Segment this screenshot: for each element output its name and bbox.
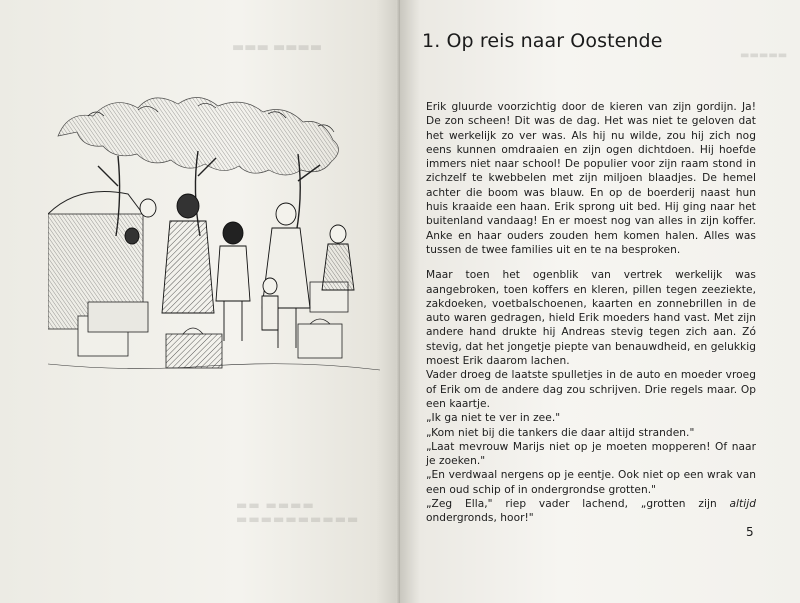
dialogue-line: „Laat mevrouw Marijs niet op je moeten mopperen! Of naar je zoeken." [426, 440, 756, 468]
show-through-text: ▬▬▬ ▬▬▬▬ [232, 40, 323, 55]
paragraph: Vader droeg de laatste spulletjes in de auto en moeder vroeg of Erik om de andere dag zou schrijven. Drie regels maar. Op een kaartje. [426, 369, 756, 410]
emphasized-word: altijd [729, 498, 756, 511]
dialogue-line: „Ik ga niet te ver in zee." [426, 412, 561, 425]
paragraph: Maar toen het ogenblik van vertrek werkelijk was aangebroken, toen koffers en kleren, pillen tegen zeeziekte, zakdoeken, voetbalschoenen, kaarten en zonnebrillen in de auto waren gedragen, hield Erik moeders hand vast. Met zijn andere hand drukte hij Andreas stevig tegen zich aan. Zó stevig, dat het jongetje piepte van benauwdheid, en gelukkig moest Erik daarom lachen. [426, 269, 756, 368]
chapter-title: 1. Op reis naar Oostende [422, 30, 663, 52]
family-departure-illustration [48, 96, 380, 384]
show-through-text: ▬▬ ▬▬▬▬ ▬▬▬▬▬▬▬▬▬▬ [236, 498, 360, 526]
dialogue-line: „En verdwaal nergens op je eentje. Ook niet op een wrak van een oud schip of in ondergrondse grotten." [426, 469, 756, 496]
chapter-body [426, 100, 756, 526]
dialogue-text: „Zeg Ella," riep vader lachend, „grotten zijn [426, 498, 730, 511]
dialogue-line: „Kom niet bij die tankers die daar altijd stranden." [426, 426, 695, 439]
dialogue-line [426, 497, 756, 526]
dialogue-text: ondergronds, hoor!" [426, 512, 534, 525]
show-through-text: ▬▬▬▬▬ [740, 50, 788, 61]
tree-foliage [58, 97, 339, 175]
page-number: 5 [746, 525, 754, 539]
paragraph: Erik gluurde voorzichtig door de kieren van zijn gordijn. Ja! De zon scheen! Dit was de dag. Het was niet te geloven dat het werkelijk zo ver was. Als hij nu wilde, zou hij zich nog eens kunnen omdraaien en zijn ogen dichtdoen. Hij hoefde immers niet naar school! De populier voor zijn raam stond in zichzelf te kwebbelen met zijn miljoen blaadjes. De hemel achter die boom was blauw. En op de boerderij naast hun huis kraaide een haan. Erik sprong uit bed. Hij ging naar het buitenland vandaag! En er moest nog van alles in zijn koffer. Anke en haar ouders zouden hem komen halen. Alles was tussen de twee families uit en te na besproken. [426, 101, 756, 256]
